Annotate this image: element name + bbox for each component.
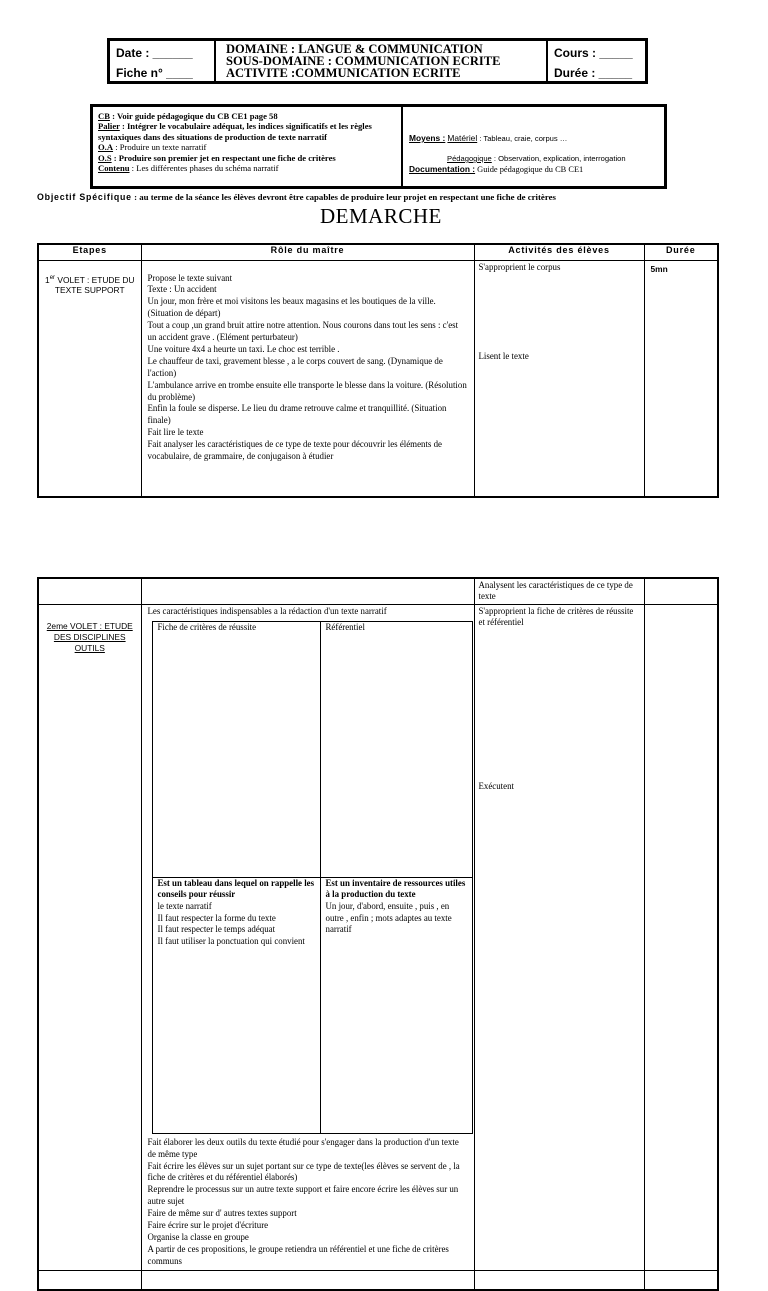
role-line: Texte : Un accident <box>147 284 217 295</box>
documentation-line <box>409 164 658 175</box>
oa-text: : Produire un texte narratif <box>113 142 207 153</box>
documentation-text: Guide pédagogique du CB CE1 <box>475 165 584 174</box>
etape-volet1 <box>38 260 141 497</box>
role-line: Faire de même sur d' autres textes support <box>147 1208 297 1219</box>
sous-domaine: SOUS-DOMAINE : COMMUNICATION ECRITE <box>226 54 501 68</box>
oa-label: O.A <box>98 142 114 153</box>
domain-cell <box>216 41 548 81</box>
activite-line: Exécutent <box>478 780 514 791</box>
pedagogique-text: : Observation, explication, interrogation <box>491 154 626 163</box>
criteria-left <box>152 877 320 1133</box>
cb-text: : Voir guide pédagogique du CB CE1 page 58 <box>109 111 278 121</box>
moyens-label: Moyens : <box>409 133 446 143</box>
os-text: : Produire son premier jet en respectant une fiche de critères <box>111 152 336 163</box>
criteria-line: le texte narratif <box>157 900 212 911</box>
role-volet1 <box>141 260 474 497</box>
role-line: A partir de ces propositions, le groupe retiendra un référentiel et une fiche de critères communs <box>147 1243 449 1266</box>
empty-cell <box>644 1270 718 1290</box>
etape-volet2 <box>38 604 141 1270</box>
empty-cell <box>38 578 141 604</box>
table-row <box>38 1270 718 1290</box>
oa-line <box>98 142 396 152</box>
demarche-title: DEMARCHE <box>320 204 442 228</box>
activite-line: S'approprient le corpus <box>478 261 561 272</box>
pedagogique-line <box>409 153 658 164</box>
activites-volet2 <box>474 604 644 1270</box>
cb-right <box>403 107 664 186</box>
criteria-right <box>320 877 472 1133</box>
criteria-table <box>152 621 473 1134</box>
table-row <box>38 578 718 604</box>
cb-line <box>98 111 396 121</box>
criteria-line: Il faut utiliser la ponctuation qui convient <box>157 935 305 946</box>
etape-text: 2eme VOLET : ETUDE DES DISCIPLINES OUTILS <box>46 620 133 653</box>
empty-cell <box>141 578 474 604</box>
empty-cell <box>644 578 718 604</box>
etape-text: VOLET : ETUDE DU TEXTE SUPPORT <box>54 274 135 296</box>
role-line: Reprendre le processus sur un autre texte support et faire encore écrire les élèves sur un autre sujet <box>147 1184 459 1207</box>
criteria-body-row <box>152 877 472 1133</box>
empty-cell <box>644 604 718 1270</box>
role-line: Le chauffeur de taxi, gravement blesse , a le corps couvert de sang. (Dynamique de l'action) <box>147 355 443 378</box>
role-line: Fait élaborer les deux outils du texte étudié pour s'engager dans la production d'un texte de même type <box>147 1136 459 1159</box>
header-activites: Activités des élèves <box>474 244 644 260</box>
objectif-text: : au terme de la séance les élèves devront être capables de produire leur projet en respectant une fiche de critères <box>131 192 556 202</box>
criteria-right-text: Un jour, d'abord, ensuite , puis , en outre , enfin ; mots adaptes au texte narratif <box>325 900 452 935</box>
header-etapes: Etapes <box>38 244 141 260</box>
role-line: Une voiture 4x4 a heurte un taxi. Le choc est terrible . <box>147 343 340 354</box>
pedagogique-label: Pédagogique <box>447 154 492 163</box>
fiche-field[interactable]: Fiche n° ____ <box>116 66 193 80</box>
domaine: DOMAINE : LANGUE & COMMUNICATION <box>226 42 483 56</box>
criteria-line: Il faut respecter le temps adéquat <box>157 924 276 935</box>
table-header-row <box>38 244 718 260</box>
activites-volet1 <box>474 260 644 497</box>
contenu-label: Contenu <box>98 163 130 174</box>
criteria-h2: Référentiel <box>320 621 472 877</box>
contenu-line <box>98 163 396 173</box>
role-line: Organise la classe en groupe <box>147 1231 249 1242</box>
demarche-table-1 <box>37 243 719 498</box>
role-line: Un jour, mon frère et moi visitons les beaux magasins et les boutiques de la ville. (Situation de départ) <box>147 296 436 319</box>
objectif-label: Objectif Spécifique <box>37 192 132 202</box>
etape-sup: er <box>49 274 56 281</box>
palier-line <box>98 121 396 142</box>
role-volet2 <box>141 604 474 1270</box>
table-row <box>38 604 718 1270</box>
role-line: Fait écrire les élèves sur un sujet portant sur ce type de texte(les élèves se servent de , la fiche de critères et du référentiel élaborés) <box>147 1160 460 1183</box>
contenu-text: : Les différentes phases du schéma narratif <box>129 163 279 174</box>
header-box <box>107 38 648 84</box>
documentation-label: Documentation : <box>409 164 476 174</box>
activite-analysent: Analysent les caractéristiques de ce type de texte <box>474 578 644 604</box>
cours-duree-cell <box>548 41 645 81</box>
role-line: Tout a coup ,un grand bruit attire notre attention. Nous courons dans tout les sens : c'est un accident grave . (Elément perturbateur) <box>147 320 459 343</box>
cb-left <box>93 107 403 186</box>
header-duree: Durée <box>644 244 718 260</box>
criteria-line: Il faut respecter la forme du texte <box>157 912 276 923</box>
criteria-header-row <box>152 621 472 877</box>
objectif-specifique <box>37 192 737 202</box>
role-line: Enfin la foule se disperse. Le lieu du drame retrouve calme et tranquillité. (Situation finale) <box>147 403 447 426</box>
cours-field[interactable]: Cours : _____ <box>554 46 633 60</box>
activite-line: Lisent le texte <box>478 350 529 361</box>
os-line <box>98 153 396 163</box>
role-line: Faire écrire sur le projet d'écriture <box>147 1220 269 1231</box>
empty-cell <box>141 1270 474 1290</box>
duree-volet1: 5mn <box>644 260 718 497</box>
date-fiche-cell <box>110 41 216 81</box>
os-label: O.S <box>98 152 112 163</box>
role-line: Propose le texte suivant <box>147 272 233 283</box>
moyens-line <box>409 133 658 144</box>
cb-box <box>90 104 667 189</box>
duree-field[interactable]: Durée : _____ <box>554 66 633 80</box>
role-line: Fait lire le texte <box>147 427 204 438</box>
palier-label: Palier <box>98 121 120 132</box>
empty-cell <box>474 1270 644 1290</box>
etape-num: 1 <box>45 274 50 285</box>
role-line: L'ambulance arrive en trombe ensuite elle transporte le blesse dans la voiture. (Résolution du problème) <box>147 379 467 402</box>
role-line: Fait analyser les caractéristiques de ce type de texte pour découvrir les éléments de vocabulaire, de grammaire, de conjugaison à étudier <box>147 439 442 462</box>
table-row <box>38 260 718 497</box>
role-intro: Les caractéristiques indispensables a la rédaction d'un texte narratif <box>147 605 387 616</box>
date-field[interactable]: Date : ______ <box>116 46 193 60</box>
cb-label: CB <box>98 111 110 121</box>
activite-line: S'approprient la fiche de critères de réussite et référentiel <box>478 605 634 628</box>
criteria-right-bold: Est un inventaire de ressources utiles à la production du texte <box>325 877 466 900</box>
header-role: Rôle du maître <box>141 244 474 260</box>
activite: ACTIVITE :COMMUNICATION ECRITE <box>226 66 461 80</box>
materiel-text: : Tableau, craie, corpus … <box>477 134 568 143</box>
palier-text: : Intégrer le vocabulaire adéquat, les indices significatifs et les règles syntaxiques dans des situations de production de texte narratif <box>98 121 372 142</box>
materiel-label: Matériel <box>447 133 478 143</box>
empty-cell <box>38 1270 141 1290</box>
demarche-table-2 <box>37 577 719 1291</box>
criteria-h1: Fiche de critères de réussite <box>152 621 320 877</box>
criteria-left-bold: Est un tableau dans lequel on rappelle les conseils pour réussir <box>157 877 315 900</box>
